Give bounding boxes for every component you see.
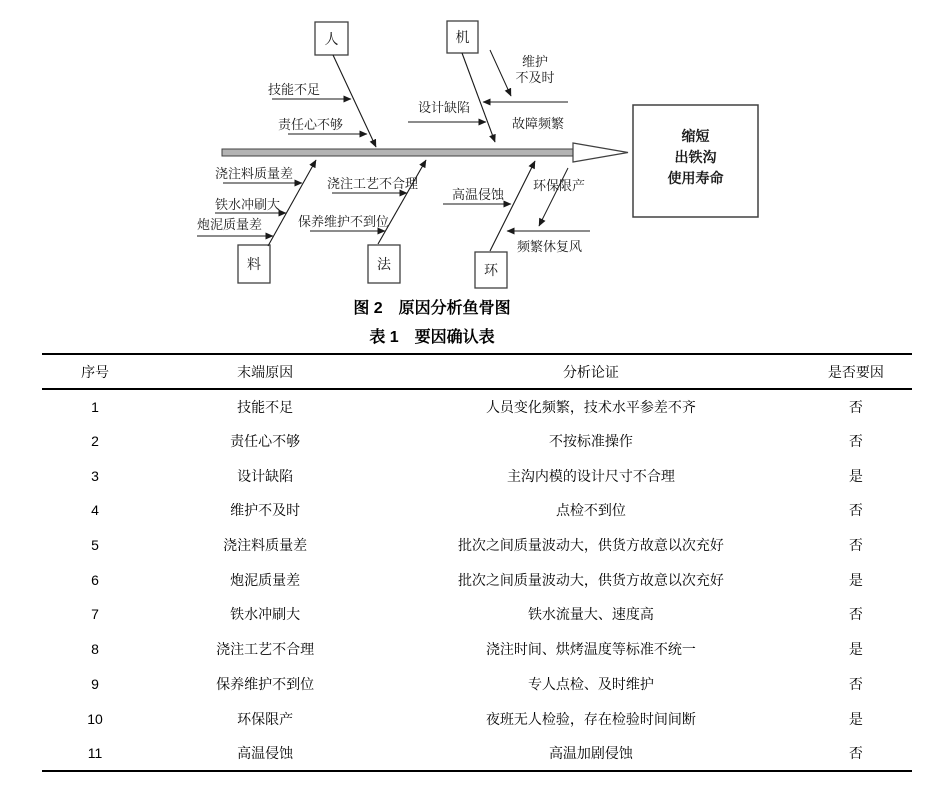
cell-is-main: 否 (848, 502, 863, 519)
cell-end-cause: 浇注料质量差 (223, 537, 308, 554)
cell-analysis: 主沟内模的设计尺寸不合理 (506, 467, 675, 484)
table-row (42, 493, 912, 528)
effect-line-3: 使用寿命 (667, 170, 724, 186)
machine-causes (408, 50, 568, 131)
cause-confirmation-table (42, 353, 912, 772)
cell-serial: 7 (91, 606, 99, 623)
cell-is-main: 否 (848, 744, 863, 761)
table-row (42, 458, 912, 493)
cell-analysis: 专人点检、及时维护 (527, 675, 654, 692)
category-box-material (238, 245, 270, 283)
cause-iron-scour-label: 铁水冲刷大 (215, 197, 281, 212)
method-bone (378, 160, 426, 244)
cell-analysis: 人员变化频繁，技术水平参差不齐 (485, 398, 696, 415)
category-box-method (368, 245, 400, 283)
table-row (42, 528, 912, 563)
cell-is-main: 是 (848, 467, 863, 484)
cell-analysis: 铁水流量大、速度高 (527, 606, 654, 623)
cell-analysis: 高温加剧侵蚀 (548, 744, 633, 761)
machine-bone (462, 53, 495, 142)
cause-high-temp-label: 高温侵蚀 (452, 187, 505, 202)
cell-serial: 5 (91, 537, 99, 554)
cell-end-cause: 铁水冲刷大 (230, 606, 301, 623)
main-spine (222, 143, 628, 162)
table-row (42, 424, 912, 459)
category-person-label: 人 (324, 31, 339, 47)
table-row (42, 597, 912, 632)
category-box-machine (447, 21, 478, 53)
fishbone-diagram (0, 0, 943, 292)
cell-serial: 8 (91, 641, 99, 658)
header-end-cause: 末端原因 (237, 363, 294, 380)
spine-arrowhead (573, 143, 628, 162)
cell-serial: 10 (87, 710, 103, 727)
header-analysis: 分析论证 (562, 363, 619, 380)
category-box-person (315, 22, 348, 55)
cause-blast-label: 频繁休复风 (517, 239, 583, 254)
cell-end-cause: 浇注工艺不合理 (216, 641, 315, 658)
cause-env-limit-arrow (539, 168, 568, 226)
cell-end-cause: 环保限产 (237, 710, 294, 727)
cause-maintenance-label-line1: 维护 (521, 54, 549, 69)
material-causes (197, 166, 302, 236)
figure-caption: 图 2 原因分析鱼骨图 (353, 300, 511, 317)
cell-analysis: 浇注时间、烘烤温度等标准不统一 (485, 641, 696, 658)
cause-skill-label: 技能不足 (268, 82, 321, 97)
cause-casting-process-label: 浇注工艺不合理 (327, 176, 419, 191)
table-row (42, 667, 912, 702)
cause-upkeep-label: 保养维护不到位 (298, 214, 390, 229)
person-bone (333, 55, 376, 147)
cell-is-main: 是 (848, 641, 863, 658)
cause-design-label: 设计缺陷 (418, 100, 471, 115)
cell-serial: 4 (91, 502, 99, 519)
cell-serial: 1 (91, 398, 99, 415)
header-is-main-cause: 是否要因 (827, 363, 884, 380)
cause-castable-label: 浇注料质量差 (215, 166, 294, 181)
cell-analysis: 批次之间质量波动大，供货方故意以次充好 (457, 571, 724, 588)
cell-analysis: 点检不到位 (555, 502, 626, 519)
effect-line-2: 出铁沟 (674, 149, 717, 165)
cell-is-main: 否 (848, 433, 863, 450)
cell-serial: 9 (91, 675, 99, 692)
category-material-label: 料 (247, 256, 261, 272)
cell-is-main: 否 (848, 398, 863, 415)
category-method-label: 法 (377, 256, 391, 272)
person-causes (268, 82, 367, 134)
table-row (42, 736, 912, 771)
method-causes (298, 176, 418, 231)
cell-serial: 11 (87, 744, 103, 761)
environment-causes (443, 168, 590, 254)
cell-end-cause: 设计缺陷 (237, 467, 294, 484)
category-box-environment (475, 252, 507, 288)
cell-serial: 2 (91, 433, 99, 450)
cell-end-cause: 保养维护不到位 (216, 675, 315, 692)
table-row (42, 632, 912, 667)
cell-end-cause: 高温侵蚀 (237, 744, 294, 761)
category-environment-label: 环 (484, 262, 498, 278)
cell-serial: 3 (91, 467, 99, 484)
effect-line-1: 缩短 (681, 128, 710, 144)
cell-end-cause: 技能不足 (237, 398, 294, 415)
table-caption: 表 1 要因确认表 (369, 329, 495, 346)
table-row (42, 389, 912, 424)
cell-end-cause: 炮泥质量差 (230, 571, 301, 588)
effect-box (633, 105, 758, 217)
table-row (42, 562, 912, 597)
cell-analysis: 夜班无人检验，存在检验时间间断 (485, 710, 696, 727)
cell-end-cause: 责任心不够 (230, 433, 301, 450)
cell-serial: 6 (91, 571, 99, 588)
cell-is-main: 否 (848, 675, 863, 692)
cause-env-limit-label: 环保限产 (533, 178, 586, 193)
table-header-row (42, 354, 912, 389)
category-machine-label: 机 (455, 29, 470, 45)
cause-clay-label: 炮泥质量差 (197, 217, 263, 232)
cell-end-cause: 维护不及时 (230, 502, 301, 519)
environment-bone (490, 161, 535, 251)
table-row (42, 701, 912, 736)
cause-responsibility-label: 责任心不够 (278, 117, 344, 132)
header-serial-number: 序号 (81, 363, 110, 380)
cell-is-main: 否 (848, 537, 863, 554)
cause-maintenance-label-line2: 不及时 (515, 70, 555, 85)
cell-analysis: 不按标准操作 (548, 433, 633, 450)
cell-analysis: 批次之间质量波动大，供货方故意以次充好 (457, 537, 724, 554)
cause-breakdown-label: 故障频繁 (512, 116, 565, 131)
cause-maintenance-arrow (490, 50, 511, 96)
cell-is-main: 否 (848, 606, 863, 623)
cell-is-main: 是 (848, 710, 863, 727)
cell-is-main: 是 (848, 571, 863, 588)
